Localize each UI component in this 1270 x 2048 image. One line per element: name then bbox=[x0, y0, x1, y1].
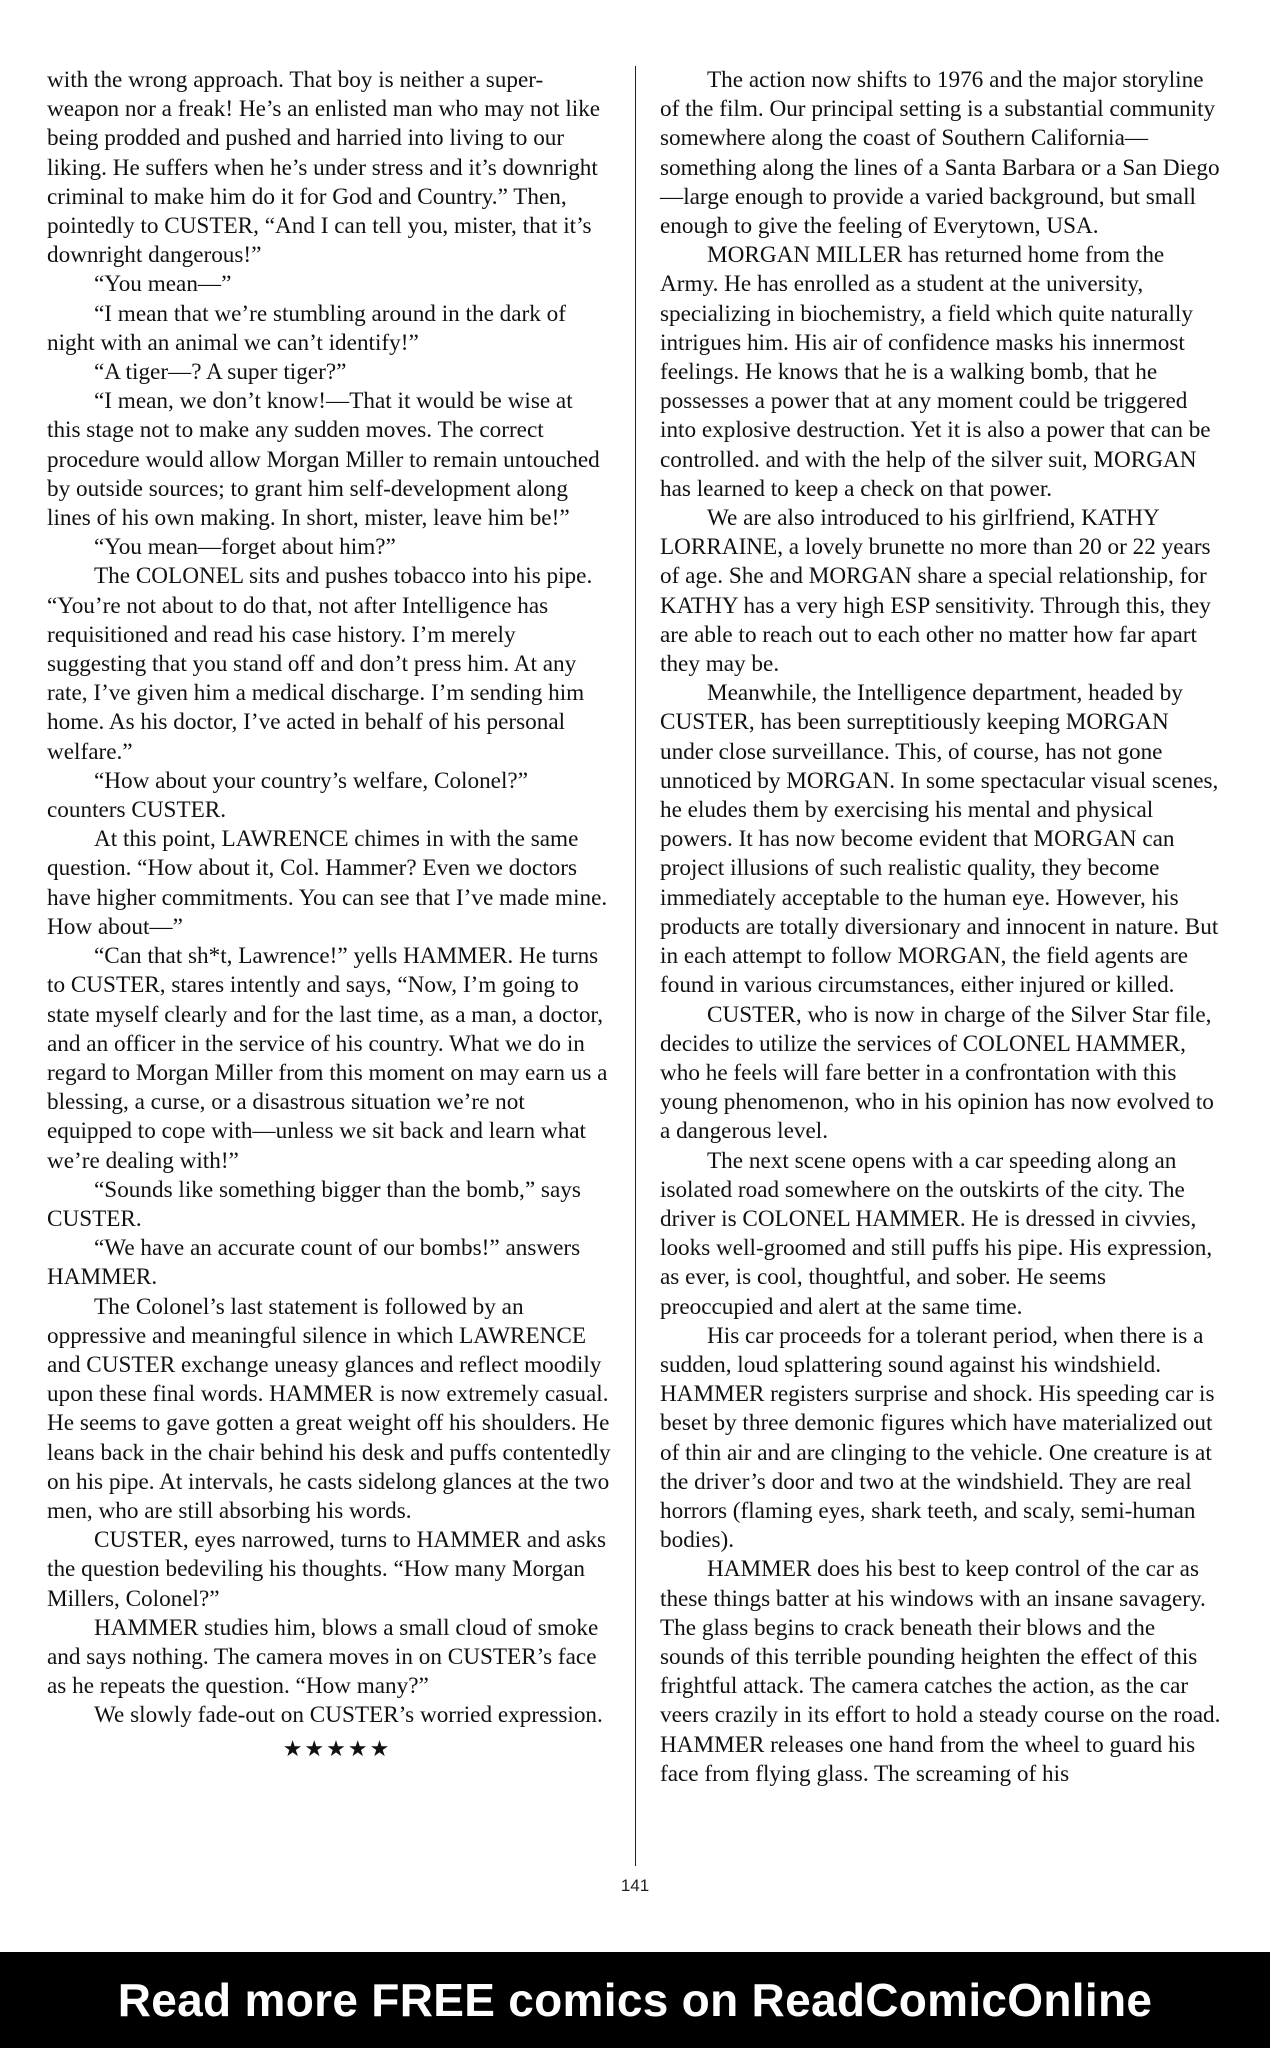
paragraph: The next scene opens with a car speeding along an isolated road somewhere on the outskirts of the city. The driver is COLONEL HAMMER. He is dressed in civvies, looks well-groomed and still puffs his pipe. His expression, as ever, is cool, thoughtful, and sober. He seems preoccupied and alert at the same time. bbox=[660, 1147, 1213, 1320]
paragraph: “You mean—” bbox=[94, 271, 232, 298]
paragraph: CUSTER, eyes narrowed, turns to HAMMER and asks the question bedeviling his thoughts. “How many Morgan Millers, Colonel?” bbox=[47, 1527, 607, 1612]
paragraph: “Sounds like something bigger than the bomb,” says CUSTER. bbox=[47, 1176, 581, 1232]
paragraph: HAMMER does his best to keep control of the car as these things batter at his windows with an insane savagery. The glass begins to crack beneath their blows and the sounds of this terrible pounding heighten the effect of this frightful attack. The camera catches the action, as the car veers crazily in its effort to hold a steady course on the road. HAMMER releases one hand from the wheel to guard his face from flying glass. The screaming of his bbox=[660, 1556, 1221, 1787]
paragraph: “You mean—forget about him?” bbox=[94, 534, 396, 561]
paragraph: The action now shifts to 1976 and the major storyline of the film. Our principal setting is a substantial community somewhere along the coast of Southern California—something along the lines of a Santa Barbara or a San Diego—large enough to provide a varied background, but small enough to give the feeling of Everytown, USA. bbox=[660, 67, 1220, 240]
paragraph: HAMMER studies him, blows a small cloud of smoke and says nothing. The camera moves in on CUSTER’s face as he repeats the question. “How many?” bbox=[47, 1614, 599, 1700]
paragraph: We slowly fade-out on CUSTER’s worried expression. bbox=[94, 1702, 603, 1729]
left-column bbox=[47, 66, 611, 1764]
section-break-stars: ★★★★★ bbox=[282, 1736, 392, 1762]
paragraph: At this point, LAWRENCE chimes in with the same question. “How about it, Col. Hammer? Even we doctors have higher commitments. You can see that I’ve made mine. How about—” bbox=[47, 826, 608, 940]
paragraph: The COLONEL sits and pushes tobacco into his pipe. “You’re not about to do that, not after Intelligence has requisitioned and read his case history. I’m merely suggesting that you stand off and don’t press him. At any rate, I’ve given him a medical discharge. I’m sending him home. As his doctor, I’ve acted in behalf of his personal welfare.” bbox=[47, 563, 593, 765]
paragraph: “We have an accurate count of our bombs!” answers HAMMER. bbox=[47, 1235, 581, 1291]
page-number: 141 bbox=[620, 1876, 650, 1895]
paragraph: “Can that sh*t, Lawrence!” yells HAMMER. He turns to CUSTER, stares intently and says, “Now, I’m going to state myself clearly and for the last time, as a man, a doctor, and an officer in the service of his country. What we do in regard to Morgan Miller from this moment on may earn us a blessing, a curse, or a disastrous situation we’re not equipped to cope with—unless we sit back and learn what we’re dealing with!” bbox=[47, 943, 608, 1174]
paragraph: We are also introduced to his girlfriend, KATHY LORRAINE, a lovely brunette no more than 20 or 22 years of age. She and MORGAN share a special relationship, for KATHY has a very high ESP sensitivity. Through this, they are able to reach out to each other no matter how far apart they may be. bbox=[660, 505, 1211, 678]
promo-banner-text: Read more FREE comics on ReadComicOnline bbox=[117, 1974, 1153, 2026]
right-column bbox=[660, 66, 1225, 1789]
paragraph: His car proceeds for a tolerant period, when there is a sudden, loud splattering sound against his windshield. HAMMER registers surprise and shock. His speeding car is beset by three demonic figures which have materialized out of thin air and are clinging to the vehicle. One creature is at the driver’s door and two at the windshield. They are real horrors (flaming eyes, shark teeth, and scaly, semi-human bodies). bbox=[660, 1322, 1215, 1554]
column-divider bbox=[635, 66, 636, 1866]
paragraph: Meanwhile, the Intelligence department, headed by CUSTER, has been surreptitiously keeping MORGAN under close surveillance. This, of course, has not gone unnoticed by MORGAN. In some spectacular visual scenes, he eludes them by exercising his mental and physical powers. It has now become evident that MORGAN can project illusions of such realistic quality, they become immediately acceptable to the human eye. However, his products are totally diversionary and innocent in nature. But in each attempt to follow MORGAN, the field agents are found in various circumstances, either injured or killed. bbox=[660, 680, 1219, 999]
paragraph: “I mean, we don’t know!—That it would be wise at this stage not to make any sudden moves. The correct procedure would allow Morgan Miller to remain untouched by outside sources; to grant him self-development along lines of his own making. In short, mister, leave him be!” bbox=[47, 388, 600, 532]
paragraph: “I mean that we’re stumbling around in the dark of night with an animal we can’t identify!” bbox=[47, 300, 566, 356]
paragraph: with the wrong approach. That boy is neither a super-weapon nor a freak! He’s an enlisted man who may not like being prodded and pushed and harried into living to our liking. He suffers when he’s under stress and it’s downright criminal to make him do it for God and Country.” Then, pointedly to CUSTER, “And I can tell you, mister, that it’s downright dangerous!” bbox=[47, 67, 601, 269]
paragraph: CUSTER, who is now in charge of the Silver Star file, decides to utilize the services of COLONEL HAMMER, who he feels will fare better in a confrontation with this young phenomenon, who in his opinion has now evolved to a dangerous level. bbox=[660, 1001, 1214, 1145]
paragraph: “How about your country’s welfare, Colonel?” counters CUSTER. bbox=[47, 767, 528, 824]
paragraph: “A tiger—? A super tiger?” bbox=[94, 359, 347, 386]
promo-banner[interactable] bbox=[0, 1952, 1270, 2048]
paragraph: The Colonel’s last statement is followed by an oppressive and meaningful silence in which LAWRENCE and CUSTER exchange uneasy glances and reflect moodily upon these final words. HAMMER is now extremely casual. He seems to gave gotten a great weight off his shoulders. He leans back in the chair behind his desk and puffs contentedly on his pipe. At intervals, he casts sidelong glances at the two men, who are still absorbing his words. bbox=[47, 1293, 611, 1524]
paragraph: MORGAN MILLER has returned home from the Army. He has enrolled as a student at the university, specializing in biochemistry, a field which quite naturally intrigues him. His air of confidence masks his innermost feelings. He knows that he is a walking bomb, that he possesses a power that at any moment could be triggered into explosive destruction. Yet it is also a power that can be controlled. and with the help of the silver suit, MORGAN has learned to keep a check on that power. bbox=[660, 242, 1211, 502]
